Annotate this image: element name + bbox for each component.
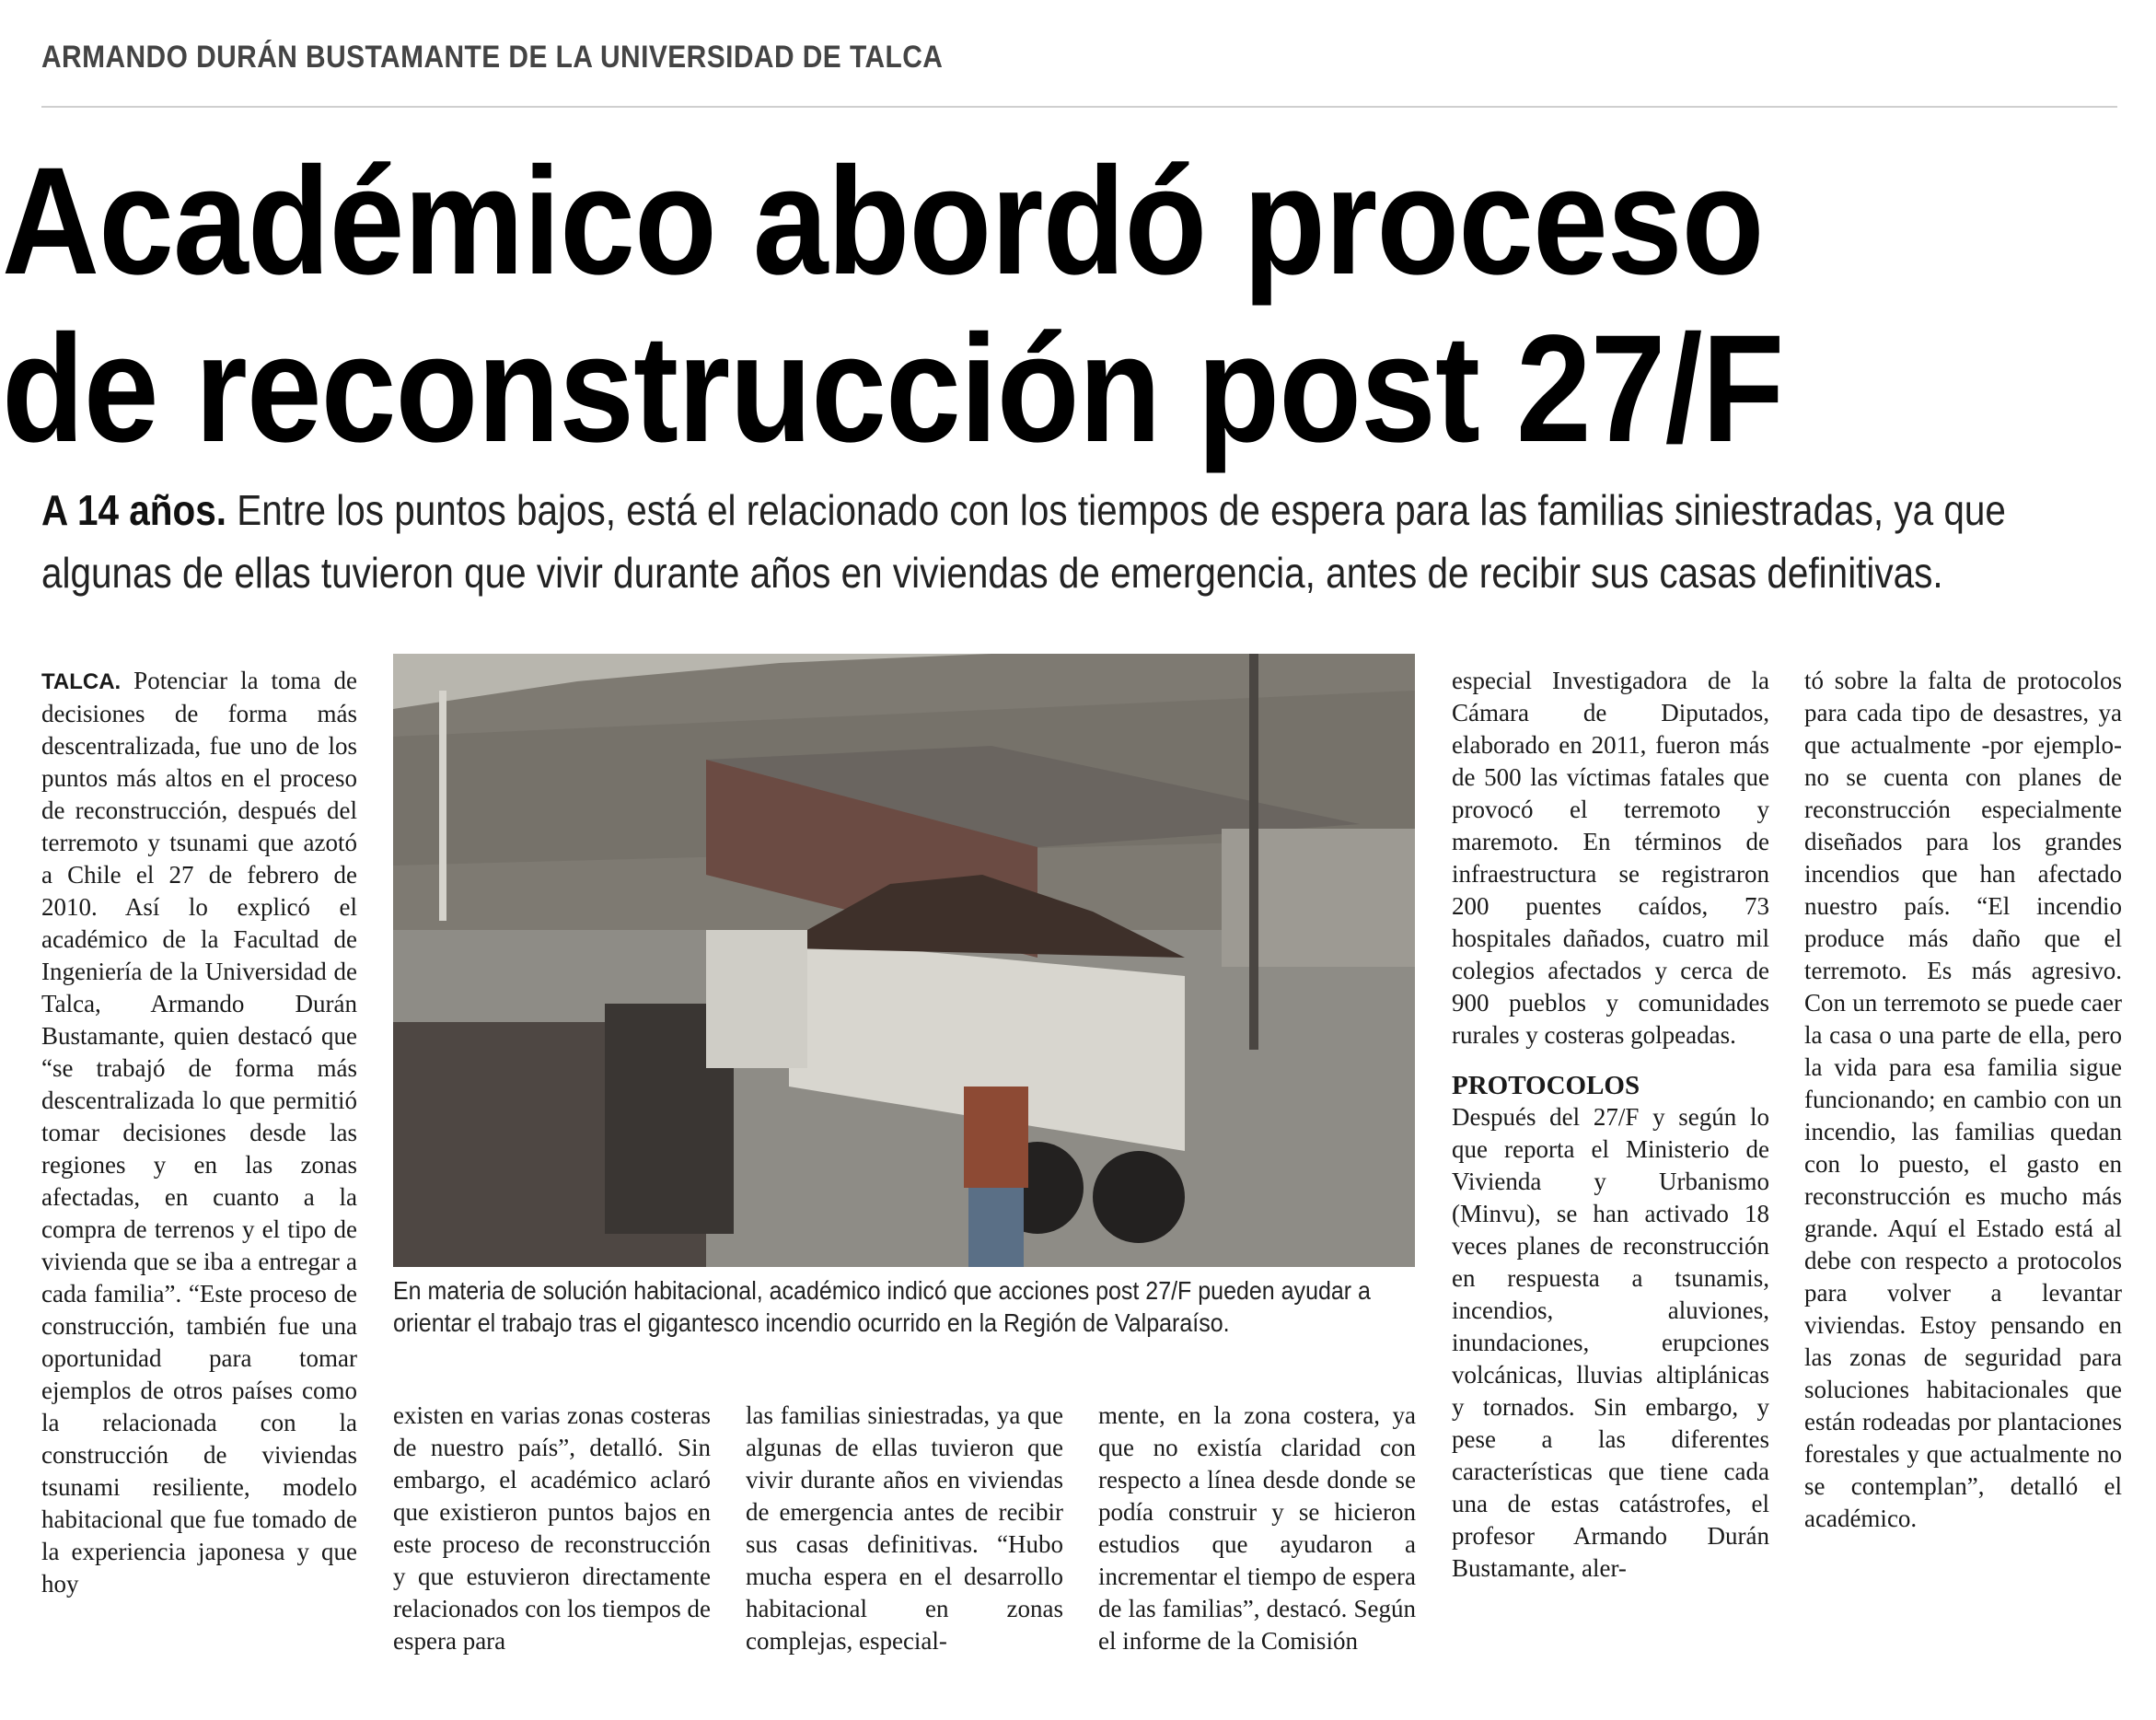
photo-worker-legs [968,1188,1024,1267]
body-text-col4: mente, en la zona costera, ya que no existía claridad con respecto a línea desde donde se podía construir y se hicieron estudios que ayudaron a incrementar el tiempo de espera de las familias”, destacó. Según el informe de la Comisión [1098,1401,1416,1655]
body-text-col2: existen en varias zonas costeras de nuestro país”, detalló. Sin embargo, el académico aclaró que existieron puntos bajos en este proceso de reconstrucción y que estuvieron directamente relacionados con los tiempos de espera para [393,1401,711,1655]
body-text-col5b: Después del 27/F y según lo que reporta el Ministerio de Vivienda y Urbanismo (Minvu), se han activado 18 veces planes de reconstrucción en respuesta a tsunamis, incendios, aluviones, inundaciones, erupciones volcánicas, lluvias altiplánicas y tornados. Sin embargo, y pese a las diferentes características que tiene cada una de estas catástrofes, el profesor Armando Durán Bustamante, aler- [1452,1103,1769,1582]
photo-wheel-rear [1093,1151,1185,1243]
body-text-col5a: especial Investigadora de la Cámara de Diputados, elaborado en 2011, fueron más de 500 las víctimas fatales que provocó el terremoto y maremoto. En términos de infraestructura se registraron 200 puentes caídos, 73 hospitales dañados, cuatro mil colegios afectados y cerca de 900 pueblos y comunidades rurales y costeras golpeadas. [1452,667,1769,1049]
dateline: TALCA. [41,669,122,694]
photo-truck-cab [706,930,807,1068]
kicker-divider [41,106,2117,108]
body-column-5 [1452,665,1769,1585]
deck-text: Entre los puntos bajos, está el relacionado con los tiempos de espera para las familias siniestradas, ya que algunas de ellas tuvieron que vivir durante años en viviendas de emergencia, antes de recibir sus casas definitivas. [41,486,2006,597]
body-text-col1: Potenciar la toma de decisiones de forma más descentralizada, fue uno de los puntos más altos en el proceso de reconstrucción, después del terremoto y tsunami que azotó a Chile el 27 de febrero de 2010. Así lo explicó el académico de la Facultad de Ingeniería de la Universidad de Talca, Armando Durán Bustamante, quien destacó que “se trabajó de forma más descentralizada lo que permitió tomar decisiones desde las regiones y en las zonas afectadas, en cuanto a la compra de terrenos y el tipo de vivienda que se iba a entregar a cada familia”. “Este proceso de construcción, también fue una oportunidad para tomar ejemplos de otros países como la relacionada con la construcción de viviendas tsunami resiliente, modelo habitacional que fue tomado de la experiencia japonesa y que hoy [41,667,357,1598]
article-kicker: ARMANDO DURÁN BUSTAMANTE DE LA UNIVERSIDAD DE TALCA [41,40,944,75]
body-text-col3: las familias siniestradas, ya que algunas de ellas tuvieron que vivir durante años en viviendas de emergencia antes de recibir sus casas definitivas. “Hubo mucha espera en el desarrollo habitacional en zonas complejas, especial- [746,1401,1063,1655]
body-column-4 [1098,1400,1416,1657]
headline-line-1: Académico abordó proceso [2,136,1764,307]
body-column-3 [746,1400,1063,1657]
article-photo [393,654,1415,1267]
article-deck [41,479,2115,604]
photo-utility-pole [1249,654,1258,1050]
photo-caption: En materia de solución habitacional, académico indicó que acciones post 27/F pueden ayudar a orientar el trabajo tras el gigantesco incendio ocurrido en la Región de Valparaíso. [393,1276,1371,1337]
body-column-2 [393,1400,711,1657]
body-column-6 [1804,665,2122,1535]
photo-worker-body [964,1087,1028,1188]
subhead-protocolos: PROTOCOLOS [1452,1071,1640,1100]
photo-illustration [393,654,1415,1267]
headline-line-2: de reconstrucción post 27/F [2,304,1784,474]
headline [2,138,2039,473]
deck-lead: A 14 años. [41,486,226,534]
body-text-col6: tó sobre la falta de protocolos para cada tipo de desastres, ya que actualmente -por ejemplo- no se cuenta con planes de reconstrucción especialmente diseñados para los grandes incendios que han afectado nuestro país. “El incendio produce más daño que el terremoto. Es más agresivo. Con un terremoto se puede caer la casa o una parte de ella, pero la vida para esa familia sigue funcionando; en cambio con un incendio, las familias quedan con lo puesto, el gasto en reconstrucción es mucho más grande. Aquí el Estado está al debe con respecto a protocolos para volver a levantar viviendas. Estoy pensando en las zonas de seguridad para soluciones habitacionales que están rodeadas por plantaciones forestales y que actualmente no se contemplan”, detalló el académico. [1804,667,2122,1532]
photo-pole-left [439,691,446,921]
body-column-1 [41,665,357,1600]
